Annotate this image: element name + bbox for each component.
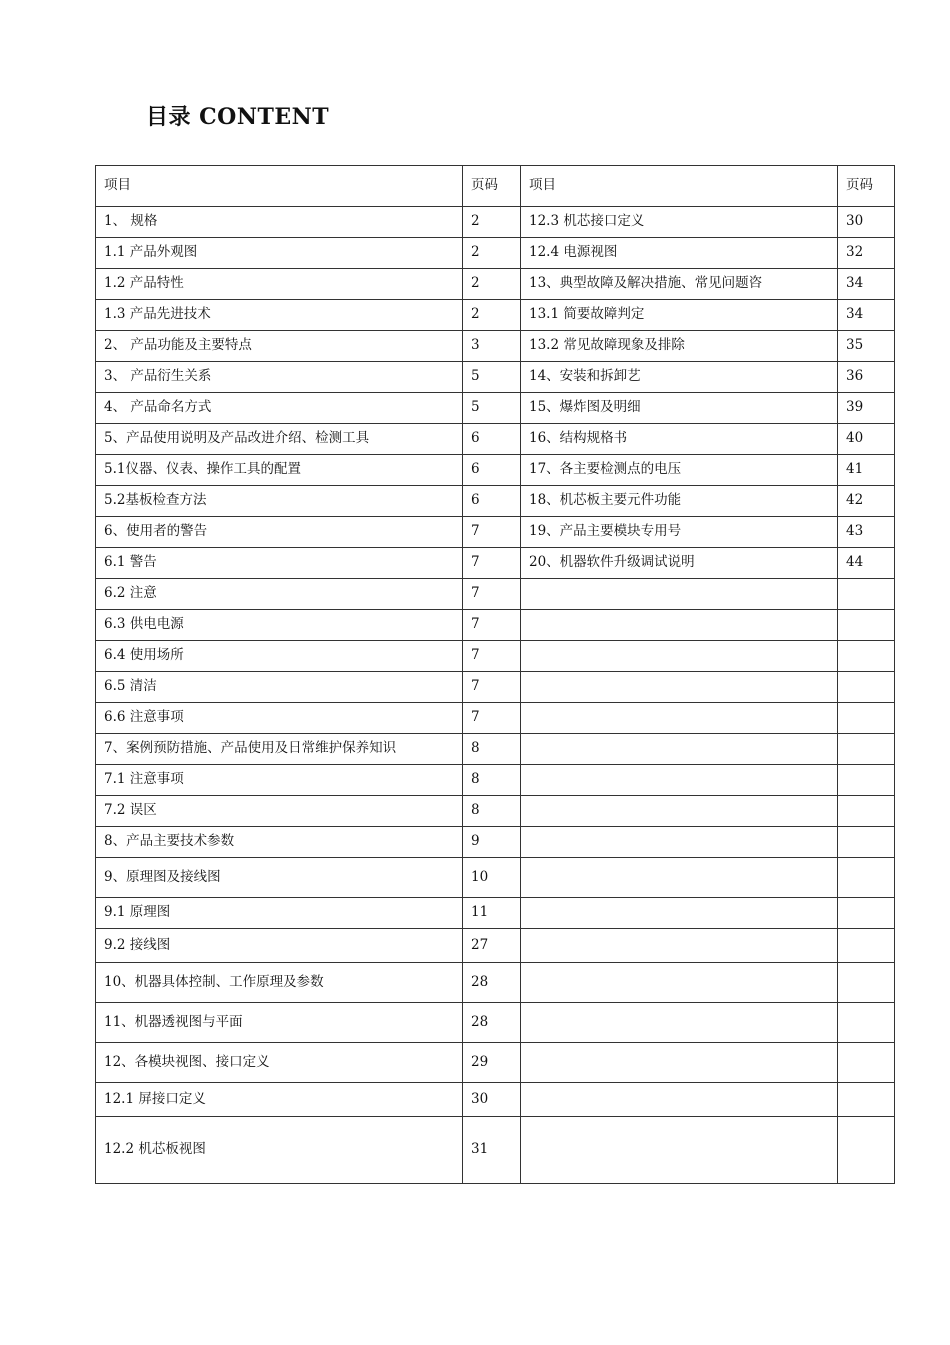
toc-item-right xyxy=(521,929,838,963)
table-row xyxy=(96,424,895,455)
table-row xyxy=(96,238,895,269)
toc-item-right: 18、机芯板主要元件功能 xyxy=(521,486,838,517)
toc-item-left: 9.2 接线图 xyxy=(96,929,463,963)
toc-page-right: 36 xyxy=(838,362,895,393)
toc-item-right xyxy=(521,858,838,898)
toc-item-left: 2、 产品功能及主要特点 xyxy=(96,331,463,362)
table-row xyxy=(96,796,895,827)
toc-item-left: 6.3 供电电源 xyxy=(96,610,463,641)
toc-item-right: 19、产品主要模块专用号 xyxy=(521,517,838,548)
toc-item-right xyxy=(521,898,838,929)
toc-item-right xyxy=(521,703,838,734)
toc-item-left: 1、 规格 xyxy=(96,207,463,238)
toc-page-right xyxy=(838,579,895,610)
header-item-right: 项目 xyxy=(521,166,838,207)
toc-item-left: 12.2 机芯板视图 xyxy=(96,1117,463,1184)
toc-page-right xyxy=(838,796,895,827)
toc-page-left: 30 xyxy=(463,1083,521,1117)
toc-item-left: 6.4 使用场所 xyxy=(96,641,463,672)
toc-page-right xyxy=(838,898,895,929)
toc-item-right xyxy=(521,827,838,858)
toc-item-right: 20、机器软件升级调试说明 xyxy=(521,548,838,579)
toc-item-left: 12.1 屏接口定义 xyxy=(96,1083,463,1117)
toc-page-left: 7 xyxy=(463,579,521,610)
toc-item-left: 1.2 产品特性 xyxy=(96,269,463,300)
toc-page-left: 7 xyxy=(463,672,521,703)
toc-page-right xyxy=(838,610,895,641)
toc-item-right xyxy=(521,1083,838,1117)
toc-page-left: 28 xyxy=(463,1003,521,1043)
toc-item-left: 8、产品主要技术参数 xyxy=(96,827,463,858)
toc-item-right: 17、各主要检测点的电压 xyxy=(521,455,838,486)
toc-page-left: 2 xyxy=(463,238,521,269)
table-header-row xyxy=(96,166,895,207)
toc-page-right xyxy=(838,1003,895,1043)
toc-item-left: 12、各模块视图、接口定义 xyxy=(96,1043,463,1083)
table-row xyxy=(96,703,895,734)
toc-page-left: 31 xyxy=(463,1117,521,1184)
toc-page-right: 40 xyxy=(838,424,895,455)
toc-item-right xyxy=(521,1003,838,1043)
toc-item-left: 3、 产品衍生关系 xyxy=(96,362,463,393)
table-row xyxy=(96,734,895,765)
toc-item-right xyxy=(521,765,838,796)
table-row xyxy=(96,672,895,703)
toc-item-left: 7.2 误区 xyxy=(96,796,463,827)
toc-item-left: 1.1 产品外观图 xyxy=(96,238,463,269)
header-page-right: 页码 xyxy=(838,166,895,207)
toc-item-right xyxy=(521,796,838,827)
toc-page-left: 2 xyxy=(463,269,521,300)
toc-item-right: 13、典型故障及解决措施、常见问题咨 xyxy=(521,269,838,300)
toc-table xyxy=(95,165,895,1184)
toc-item-left: 6、使用者的警告 xyxy=(96,517,463,548)
table-row xyxy=(96,827,895,858)
table-row xyxy=(96,963,895,1003)
toc-page-left: 7 xyxy=(463,610,521,641)
table-row xyxy=(96,486,895,517)
toc-item-left: 4、 产品命名方式 xyxy=(96,393,463,424)
table-row xyxy=(96,641,895,672)
toc-page-right xyxy=(838,827,895,858)
toc-item-left: 5、产品使用说明及产品改进介绍、检测工具 xyxy=(96,424,463,455)
toc-page-right: 32 xyxy=(838,238,895,269)
toc-page-right xyxy=(838,703,895,734)
toc-item-left: 9、原理图及接线图 xyxy=(96,858,463,898)
toc-page-left: 7 xyxy=(463,703,521,734)
toc-item-left: 7.1 注意事项 xyxy=(96,765,463,796)
toc-item-left: 6.5 清洁 xyxy=(96,672,463,703)
toc-item-right: 13.2 常见故障现象及排除 xyxy=(521,331,838,362)
toc-page-left: 8 xyxy=(463,796,521,827)
toc-page-left: 6 xyxy=(463,424,521,455)
toc-page-right xyxy=(838,641,895,672)
toc-page-left: 27 xyxy=(463,929,521,963)
table-row xyxy=(96,269,895,300)
table-row xyxy=(96,362,895,393)
toc-item-right: 12.4 电源视图 xyxy=(521,238,838,269)
toc-item-right: 13.1 简要故障判定 xyxy=(521,300,838,331)
toc-item-right: 14、安装和拆卸艺 xyxy=(521,362,838,393)
toc-page-right: 41 xyxy=(838,455,895,486)
toc-page-left: 8 xyxy=(463,765,521,796)
toc-item-left: 10、机器具体控制、工作原理及参数 xyxy=(96,963,463,1003)
toc-page-right xyxy=(838,858,895,898)
toc-page-left: 28 xyxy=(463,963,521,1003)
table-row xyxy=(96,898,895,929)
toc-page-left: 8 xyxy=(463,734,521,765)
toc-page-right xyxy=(838,734,895,765)
toc-page-left: 2 xyxy=(463,207,521,238)
toc-page-right: 35 xyxy=(838,331,895,362)
table-row xyxy=(96,300,895,331)
table-row xyxy=(96,1117,895,1184)
toc-item-left: 6.2 注意 xyxy=(96,579,463,610)
table-row xyxy=(96,929,895,963)
toc-item-right: 16、结构规格书 xyxy=(521,424,838,455)
toc-item-right xyxy=(521,641,838,672)
toc-page-right: 42 xyxy=(838,486,895,517)
toc-page-right xyxy=(838,1043,895,1083)
toc-item-left: 1.3 产品先进技术 xyxy=(96,300,463,331)
toc-item-left: 11、机器透视图与平面 xyxy=(96,1003,463,1043)
toc-page-right: 44 xyxy=(838,548,895,579)
toc-item-right xyxy=(521,579,838,610)
toc-page-left: 7 xyxy=(463,641,521,672)
toc-item-right xyxy=(521,734,838,765)
toc-page-right: 43 xyxy=(838,517,895,548)
toc-page-right xyxy=(838,1117,895,1184)
toc-page-left: 5 xyxy=(463,393,521,424)
toc-item-left: 9.1 原理图 xyxy=(96,898,463,929)
toc-page-left: 29 xyxy=(463,1043,521,1083)
toc-page-right xyxy=(838,1083,895,1117)
table-row xyxy=(96,765,895,796)
toc-page-left: 3 xyxy=(463,331,521,362)
table-row xyxy=(96,1043,895,1083)
header-item-left: 项目 xyxy=(96,166,463,207)
toc-item-right: 12.3 机芯接口定义 xyxy=(521,207,838,238)
toc-page-left: 7 xyxy=(463,548,521,579)
table-row xyxy=(96,548,895,579)
toc-page-right xyxy=(838,929,895,963)
toc-page-left: 2 xyxy=(463,300,521,331)
toc-item-left: 7、案例预防措施、产品使用及日常维护保养知识 xyxy=(96,734,463,765)
table-row xyxy=(96,858,895,898)
header-page-left: 页码 xyxy=(463,166,521,207)
toc-page-left: 11 xyxy=(463,898,521,929)
table-row xyxy=(96,610,895,641)
toc-item-right xyxy=(521,963,838,1003)
toc-item-left: 6.6 注意事项 xyxy=(96,703,463,734)
toc-item-right xyxy=(521,1117,838,1184)
toc-item-right: 15、爆炸图及明细 xyxy=(521,393,838,424)
table-row xyxy=(96,455,895,486)
toc-item-left: 6.1 警告 xyxy=(96,548,463,579)
toc-page-right xyxy=(838,765,895,796)
toc-page-right: 39 xyxy=(838,393,895,424)
toc-page-right xyxy=(838,672,895,703)
toc-page-left: 6 xyxy=(463,455,521,486)
toc-page-right xyxy=(838,963,895,1003)
toc-page-right: 34 xyxy=(838,269,895,300)
toc-page-left: 5 xyxy=(463,362,521,393)
toc-page-left: 10 xyxy=(463,858,521,898)
toc-item-right xyxy=(521,672,838,703)
table-row xyxy=(96,393,895,424)
table-row xyxy=(96,1003,895,1043)
toc-page-right: 34 xyxy=(838,300,895,331)
table-row xyxy=(96,331,895,362)
table-row xyxy=(96,579,895,610)
table-row xyxy=(96,517,895,548)
table-row xyxy=(96,1083,895,1117)
page-title: 目录 CONTENT xyxy=(146,104,330,130)
toc-item-left: 5.1仪器、仪表、操作工具的配置 xyxy=(96,455,463,486)
toc-item-right xyxy=(521,1043,838,1083)
toc-page-left: 7 xyxy=(463,517,521,548)
toc-page-left: 6 xyxy=(463,486,521,517)
toc-page-left: 9 xyxy=(463,827,521,858)
toc-item-right xyxy=(521,610,838,641)
toc-page-right: 30 xyxy=(838,207,895,238)
table-row xyxy=(96,207,895,238)
toc-item-left: 5.2基板检查方法 xyxy=(96,486,463,517)
